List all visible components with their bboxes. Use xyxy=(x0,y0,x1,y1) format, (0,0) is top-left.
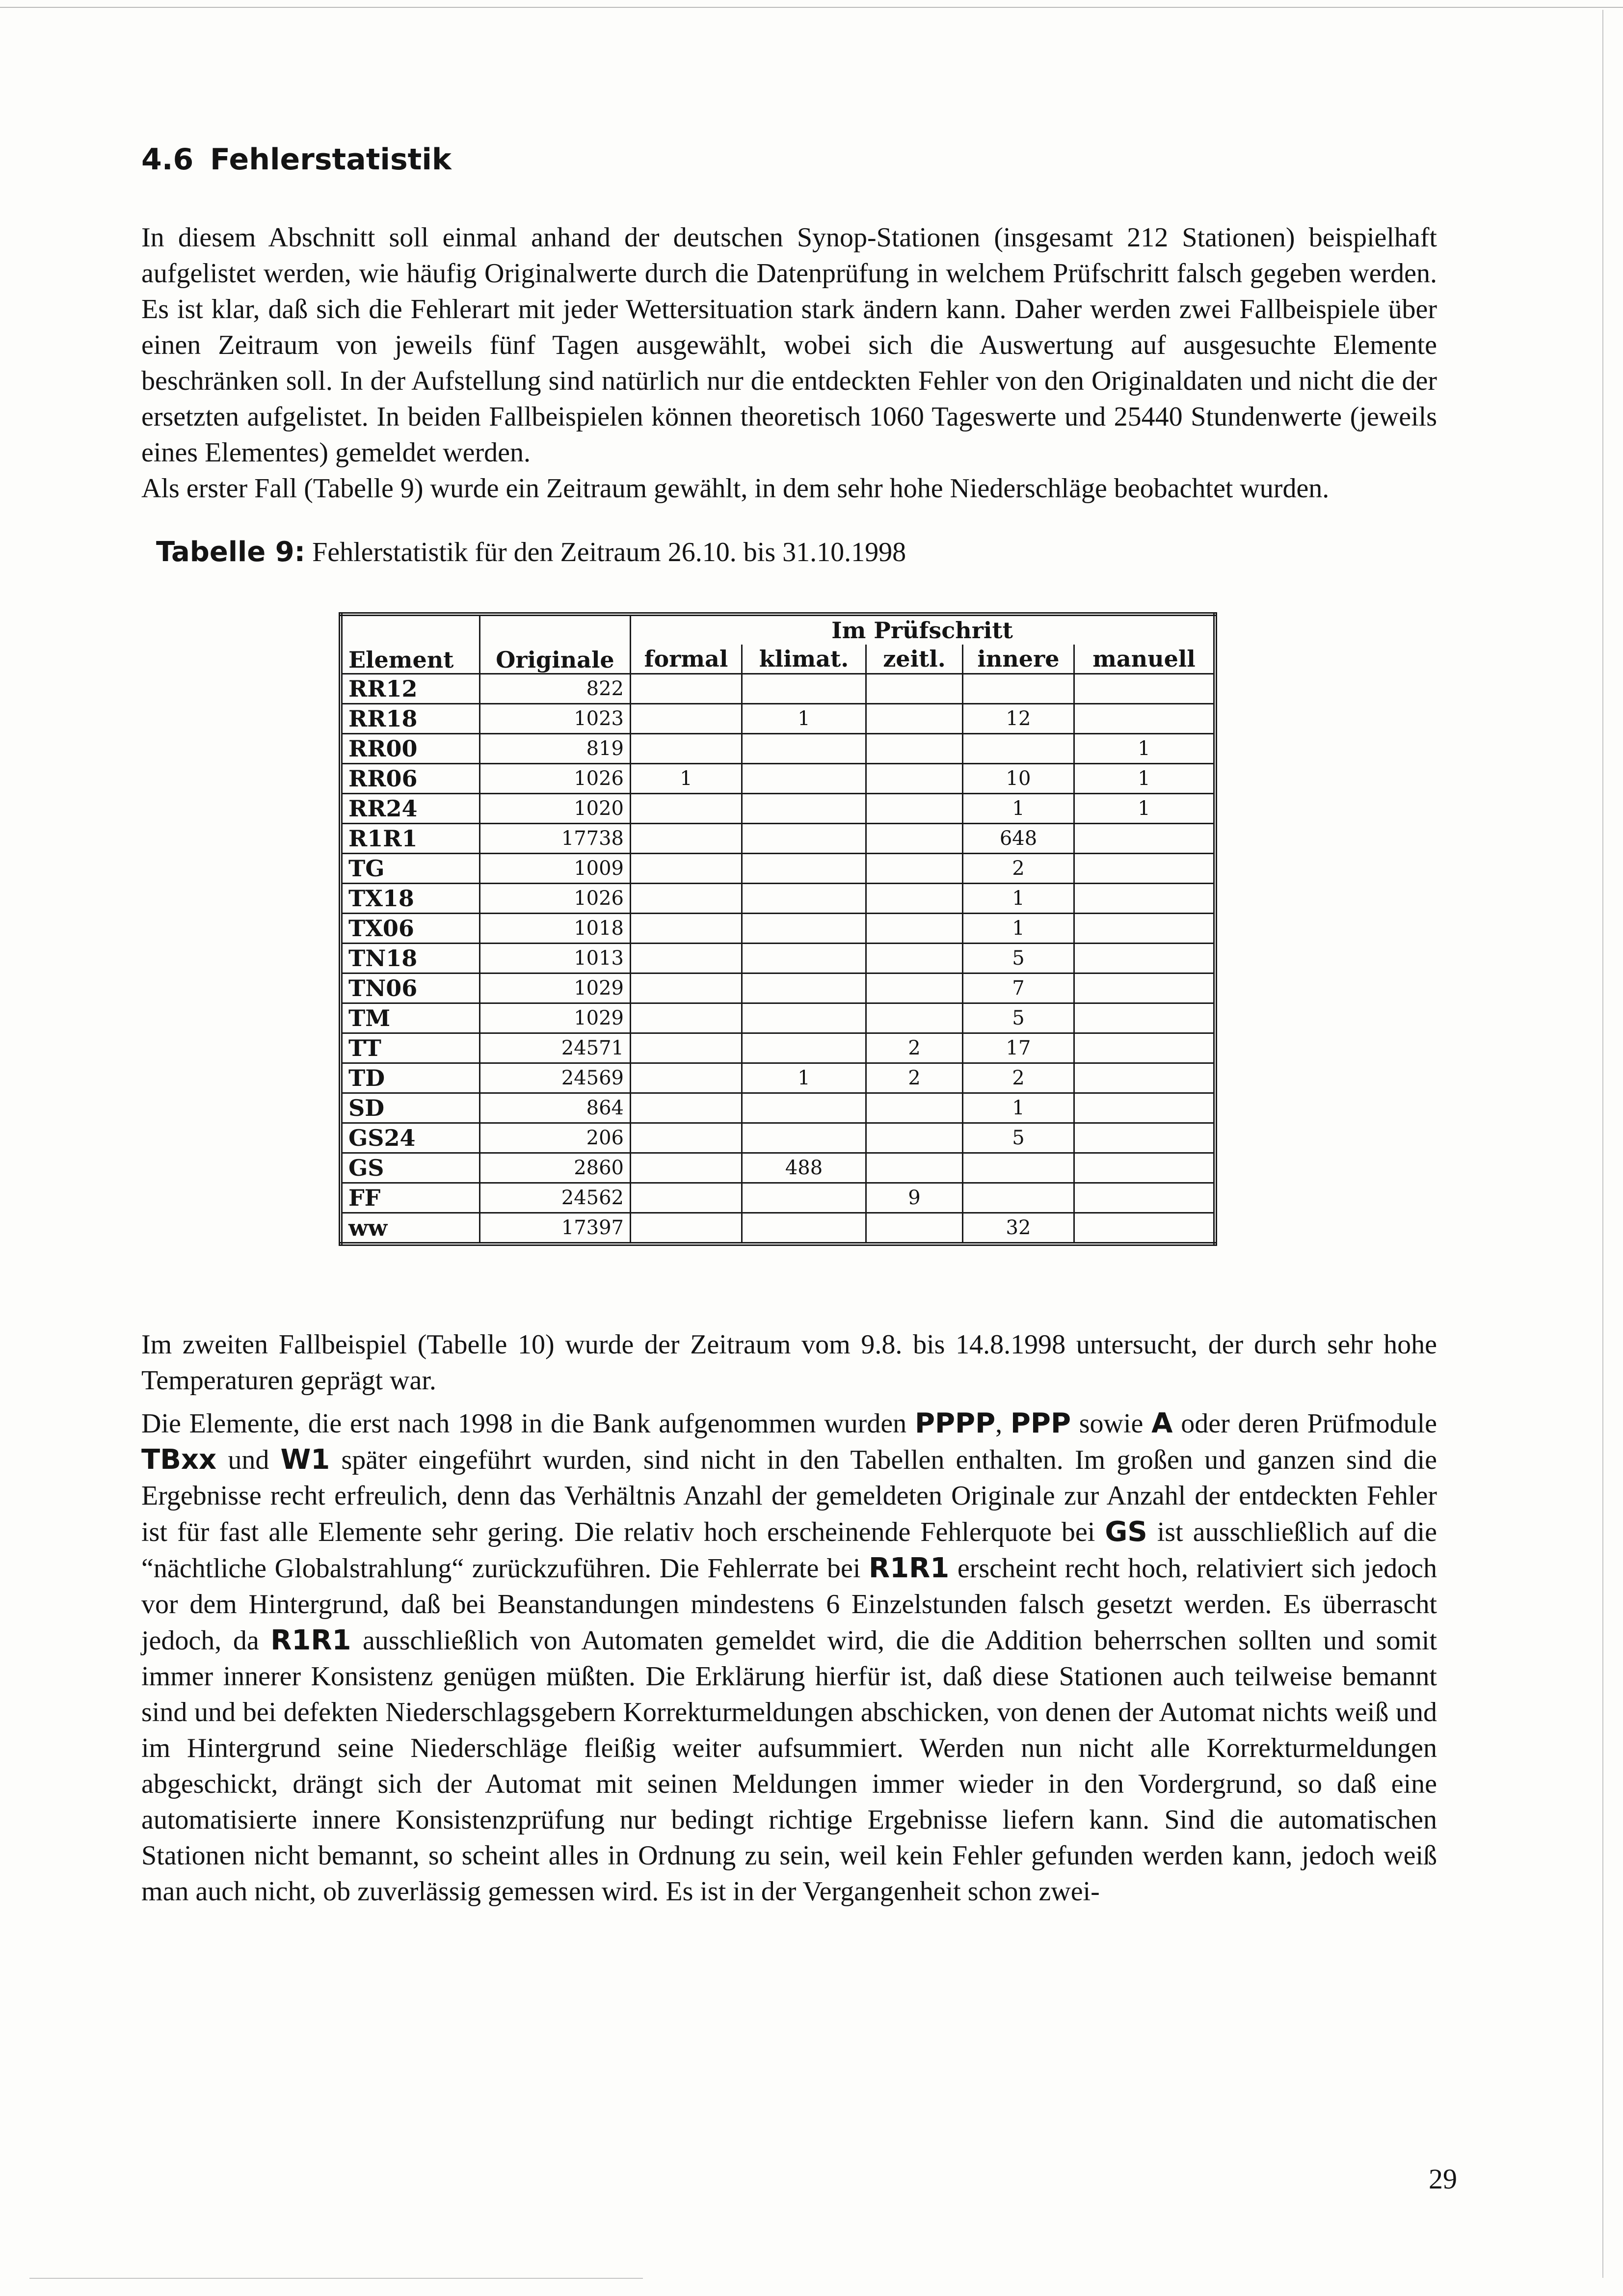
table-cell xyxy=(631,973,742,1003)
table-cell xyxy=(742,794,866,824)
table-cell: 206 xyxy=(480,1123,631,1153)
table-cell: 1 xyxy=(742,1063,866,1093)
table-cell xyxy=(1074,1093,1216,1123)
table-cell xyxy=(866,1003,963,1033)
table-row xyxy=(341,1213,1215,1244)
table-cell xyxy=(631,1183,742,1213)
table-cell xyxy=(866,1093,963,1123)
table-cell xyxy=(866,734,963,764)
table-cell: 5 xyxy=(963,1003,1074,1033)
table-cell xyxy=(963,734,1074,764)
paragraph-second-case: Im zweiten Fallbeispiel (Tabelle 10) wurde der Zeitraum vom 9.8. bis 14.8.1998 untersucht, der durch sehr hohe Temperaturen geprägt war. xyxy=(141,1329,1437,1396)
table-cell xyxy=(631,704,742,734)
element-code: W1 xyxy=(280,1444,330,1476)
table-cell xyxy=(866,914,963,944)
table-cell xyxy=(1074,1153,1216,1183)
text-run: Die Elemente, die erst nach 1998 in die Bank aufgenommen wurden xyxy=(141,1408,915,1439)
table-caption-label: Tabelle 9: xyxy=(156,536,306,568)
table-cell: GS xyxy=(341,1153,480,1183)
table-cell xyxy=(1074,1063,1216,1093)
table-row xyxy=(341,973,1215,1003)
section-heading xyxy=(141,142,1437,177)
table-cell xyxy=(866,794,963,824)
table-cell xyxy=(1074,914,1216,944)
table-cell xyxy=(631,914,742,944)
table-row xyxy=(341,674,1215,704)
table-row xyxy=(341,1153,1215,1183)
table-row xyxy=(341,1183,1215,1213)
table-cell: 1 xyxy=(1074,794,1216,824)
table-cell: 1026 xyxy=(480,764,631,794)
error-statistics-table xyxy=(339,612,1217,1246)
table-cell: ww xyxy=(341,1213,480,1244)
table-cell xyxy=(631,884,742,914)
table-cell xyxy=(866,1123,963,1153)
table-cell xyxy=(1074,944,1216,973)
table-row xyxy=(341,1093,1215,1123)
element-code: R1R1 xyxy=(270,1624,351,1656)
scan-border-top xyxy=(0,7,1623,8)
table-cell: 1 xyxy=(742,704,866,734)
table-cell: RR00 xyxy=(341,734,480,764)
table-cell xyxy=(742,944,866,973)
table-cell xyxy=(742,1033,866,1063)
table-row xyxy=(341,824,1215,854)
table-cell: TX06 xyxy=(341,914,480,944)
element-code: PPPP xyxy=(914,1407,996,1439)
element-code: R1R1 xyxy=(869,1552,950,1584)
table-row xyxy=(341,1123,1215,1153)
table-cell xyxy=(631,1003,742,1033)
header-manuell: manuell xyxy=(1074,645,1216,674)
text-run: oder deren Prüfmodule xyxy=(1172,1408,1437,1439)
table-cell: R1R1 xyxy=(341,824,480,854)
table-cell: 1 xyxy=(963,794,1074,824)
table-cell: 822 xyxy=(480,674,631,704)
table-cell: 1 xyxy=(963,884,1074,914)
text-run: erscheint recht hoch, relativiert sich jedoch vor dem Hintergrund, daß bei Beanstandungen mindestens 6 Einzelstunden falsch gesetzt werden. Es überrascht jedoch, da xyxy=(141,1553,1437,1656)
table-row xyxy=(341,1033,1215,1063)
section-title: Fehlerstatistik xyxy=(210,142,452,177)
table-cell: TN06 xyxy=(341,973,480,1003)
table-cell xyxy=(742,1183,866,1213)
table-cell: 12 xyxy=(963,704,1074,734)
table-cell xyxy=(631,824,742,854)
table-cell: RR06 xyxy=(341,764,480,794)
table-cell: RR12 xyxy=(341,674,480,704)
text-run: , xyxy=(995,1408,1011,1439)
table-cell: 1029 xyxy=(480,1003,631,1033)
table-cell xyxy=(742,914,866,944)
table-cell: 2 xyxy=(866,1063,963,1093)
table-cell: 10 xyxy=(963,764,1074,794)
table-cell xyxy=(1074,1123,1216,1153)
table-cell xyxy=(963,1153,1074,1183)
element-code: TBxx xyxy=(141,1444,217,1476)
page-number: 29 xyxy=(1429,2163,1457,2195)
table-cell: 2 xyxy=(963,854,1074,884)
header-element: Element xyxy=(341,614,480,674)
text-run: ausschließlich von Automaten gemeldet wird, die die Addition beherrschen sollten und somit immer innerer Konsistenz genügen müßten. Die Erklärung hierfür ist, daß diese Stationen auch teilweise bemannt sind und bei defekten Niederschlagsgebern Korrekturmeldungen abschicken, von denen der Automat nichts weiß und im Hintergrund seine Niederschläge fleißig weiter aufsummiert. Werden nun nicht alle Korrekturmeldungen abgeschickt, drängt sich der Automat mit seinen Meldungen immer wieder in den Vordergrund, so daß eine automatisierte innere Konsistenzprüfung nur bedingt richtige Ergebnisse liefern kann. Sind die automatischen Stationen nicht bemannt, so scheint alles in Ordnung zu sein, weil kein Fehler gefunden werden kann, jedoch weiß man auch nicht, ob zuverlässig gemessen wird. Es ist in der Vergangenheit schon zwei- xyxy=(141,1625,1437,1907)
table-cell xyxy=(963,674,1074,704)
table-cell xyxy=(1074,1183,1216,1213)
table-cell xyxy=(866,854,963,884)
table-cell: 1 xyxy=(631,764,742,794)
header-group-pruefschritt: Im Prüfschritt xyxy=(631,614,1216,645)
table-row xyxy=(341,794,1215,824)
table-cell: 1023 xyxy=(480,704,631,734)
table-cell: 7 xyxy=(963,973,1074,1003)
header-originale: Originale xyxy=(480,614,631,674)
table-cell: TX18 xyxy=(341,884,480,914)
table-cell xyxy=(631,944,742,973)
table-cell xyxy=(866,944,963,973)
table-cell: 5 xyxy=(963,1123,1074,1153)
table-cell xyxy=(742,884,866,914)
table-cell xyxy=(742,674,866,704)
table-row xyxy=(341,704,1215,734)
table-cell: 24571 xyxy=(480,1033,631,1063)
table-header-row-group xyxy=(341,614,1215,645)
table-caption-text: Fehlerstatistik für den Zeitraum 26.10. bis 31.10.1998 xyxy=(312,537,906,567)
paragraph-intro: In diesem Abschnitt soll einmal anhand der deutschen Synop-Stationen (insgesamt 212 Stationen) beispielhaft aufgelistet werden, wie häufig Originalwerte durch die Datenprüfung in welchem Prüfschritt falsch gegeben werden. Es ist klar, daß sich die Fehlerart mit jeder Wettersituation stark ändern kann. Daher werden zwei Fallbeispiele über einen Zeitraum von jeweils fünf Tagen ausgewählt, wobei sich die Auswertung auf ausgesuchte Elemente beschränken soll. In der Aufstellung sind natürlich nur die entdeckten Fehler von den Originaldaten und nicht die der ersetzten aufgelistet. In beiden Fallbeispielen können theoretisch 1060 Tageswerte und 25440 Stundenwerte (jeweils eines Elementes) gemeldet werden. xyxy=(141,222,1437,468)
table-cell: 32 xyxy=(963,1213,1074,1244)
table-cell xyxy=(742,734,866,764)
table-row xyxy=(341,1003,1215,1033)
page-content xyxy=(141,142,1437,1910)
table-cell: GS24 xyxy=(341,1123,480,1153)
table-cell: 17397 xyxy=(480,1213,631,1244)
table-cell: 1 xyxy=(963,1093,1074,1123)
table-cell: TD xyxy=(341,1063,480,1093)
table-cell xyxy=(963,1183,1074,1213)
table-cell xyxy=(631,854,742,884)
table-cell: 1026 xyxy=(480,884,631,914)
spacer xyxy=(141,1246,1437,1327)
table-cell: TN18 xyxy=(341,944,480,973)
text-run: später eingeführt wurden, sind nicht in den Tabellen enthalten. Im großen und ganzen sind die Ergebnisse recht erfreulich, denn das Verhältnis Anzahl der gemeldeten Originale zur Anzahl der entdeckten Fehler ist für fast alle Elemente sehr gering. Die relativ hoch erscheinende Fehlerquote bei xyxy=(141,1445,1437,1547)
table-cell xyxy=(742,854,866,884)
table-cell xyxy=(866,764,963,794)
table-cell: 2 xyxy=(866,1033,963,1063)
table-cell: FF xyxy=(341,1183,480,1213)
header-klimat: klimat. xyxy=(742,645,866,674)
element-code: PPP xyxy=(1010,1407,1071,1439)
scan-border-bottom xyxy=(29,2278,643,2279)
table-cell: 1009 xyxy=(480,854,631,884)
table-cell xyxy=(631,1063,742,1093)
table-cell: 2860 xyxy=(480,1153,631,1183)
table-cell xyxy=(631,1033,742,1063)
table-cell xyxy=(1074,1033,1216,1063)
table-cell: 1 xyxy=(1074,764,1216,794)
table-cell: 1018 xyxy=(480,914,631,944)
table-cell xyxy=(866,973,963,1003)
table-cell xyxy=(1074,973,1216,1003)
text-run: sowie xyxy=(1071,1408,1152,1439)
table-cell xyxy=(631,1123,742,1153)
table-row xyxy=(341,764,1215,794)
table-cell: RR18 xyxy=(341,704,480,734)
table-cell: 24562 xyxy=(480,1183,631,1213)
table-cell: 1 xyxy=(963,914,1074,944)
section-number: 4.6 xyxy=(141,142,194,177)
table-cell: 864 xyxy=(480,1093,631,1123)
table-cell xyxy=(742,1093,866,1123)
table-cell: 819 xyxy=(480,734,631,764)
table-row xyxy=(341,944,1215,973)
table-cell: 9 xyxy=(866,1183,963,1213)
table-cell: 24569 xyxy=(480,1063,631,1093)
table-row xyxy=(341,914,1215,944)
table-cell: 1029 xyxy=(480,973,631,1003)
table-cell: TG xyxy=(341,854,480,884)
table-cell xyxy=(631,794,742,824)
table-cell xyxy=(1074,674,1216,704)
table-cell xyxy=(742,1003,866,1033)
table-cell xyxy=(631,1153,742,1183)
table-cell: 2 xyxy=(963,1063,1074,1093)
table-cell: 17738 xyxy=(480,824,631,854)
table-cell xyxy=(866,884,963,914)
table-cell xyxy=(742,1213,866,1244)
table-cell xyxy=(1074,884,1216,914)
table-cell: TM xyxy=(341,1003,480,1033)
header-zeitl: zeitl. xyxy=(866,645,963,674)
table-cell xyxy=(1074,824,1216,854)
paragraph-discussion xyxy=(141,1405,1437,1910)
table-cell xyxy=(631,674,742,704)
table-cell xyxy=(1074,1213,1216,1244)
table-row xyxy=(341,1063,1215,1093)
table-cell: 488 xyxy=(742,1153,866,1183)
paragraph-first-case: Als erster Fall (Tabelle 9) wurde ein Zeitraum gewählt, in dem sehr hohe Niederschläge beobachtet wurden. xyxy=(141,473,1330,504)
table-cell xyxy=(742,1123,866,1153)
table-cell xyxy=(742,973,866,1003)
table-row xyxy=(341,854,1215,884)
table-cell: RR24 xyxy=(341,794,480,824)
table-body xyxy=(341,674,1215,1244)
table-cell xyxy=(866,704,963,734)
header-innere: innere xyxy=(963,645,1074,674)
table-cell xyxy=(631,1213,742,1244)
text-run: ist ausschließlich auf die “nächtliche Globalstrahlung“ zurückzuführen. Die Fehlerrate bei xyxy=(141,1517,1437,1584)
table-caption xyxy=(156,536,1437,568)
element-code: A xyxy=(1151,1407,1173,1439)
table-cell xyxy=(866,674,963,704)
table-cell xyxy=(866,1153,963,1183)
table-cell: 17 xyxy=(963,1033,1074,1063)
table-cell xyxy=(742,824,866,854)
header-formal: formal xyxy=(631,645,742,674)
table-wrapper xyxy=(339,612,1437,1246)
scan-border-right xyxy=(1602,10,1603,2278)
table-cell: SD xyxy=(341,1093,480,1123)
element-code: GS xyxy=(1105,1516,1147,1548)
table-cell: 5 xyxy=(963,944,1074,973)
table-cell: TT xyxy=(341,1033,480,1063)
table-cell xyxy=(742,764,866,794)
table-cell: 648 xyxy=(963,824,1074,854)
table-cell: 1020 xyxy=(480,794,631,824)
table-cell xyxy=(631,734,742,764)
table-cell: 1 xyxy=(1074,734,1216,764)
table-row xyxy=(341,734,1215,764)
table-cell: 1013 xyxy=(480,944,631,973)
table-cell xyxy=(631,1093,742,1123)
table-cell xyxy=(866,824,963,854)
table-cell xyxy=(1074,704,1216,734)
text-run: und xyxy=(216,1445,281,1475)
table-row xyxy=(341,884,1215,914)
table-cell xyxy=(1074,854,1216,884)
table-cell xyxy=(1074,1003,1216,1033)
table-cell xyxy=(866,1213,963,1244)
